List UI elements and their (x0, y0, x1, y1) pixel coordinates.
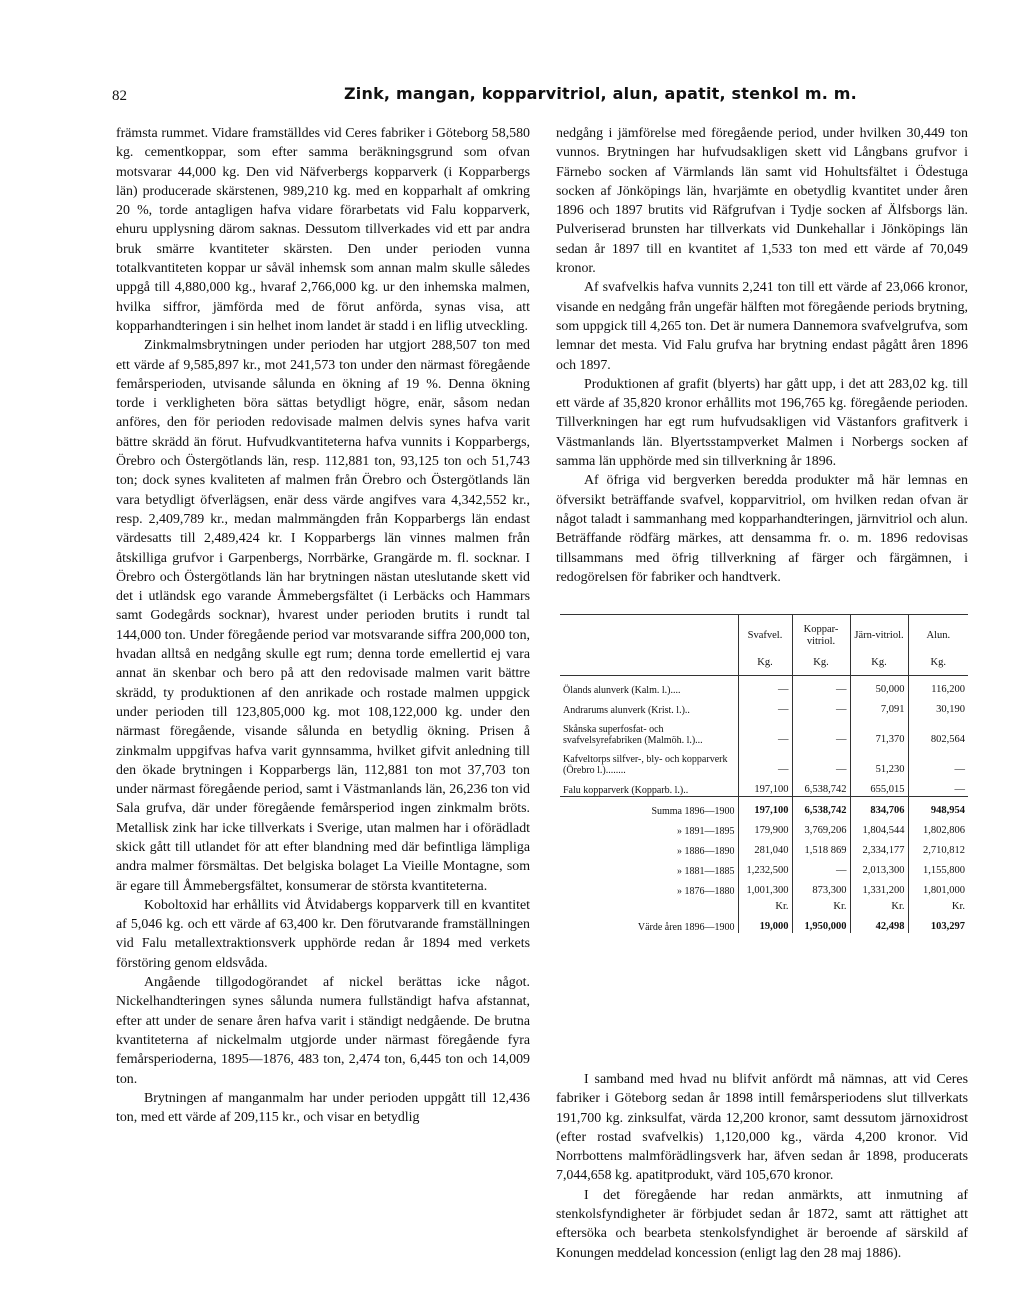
table-cell: 802,564 (908, 716, 968, 746)
table-cell: 1,802,806 (908, 817, 968, 837)
row-label: Summa 1896—1900 (560, 797, 738, 818)
table-cell: 655,015 (850, 776, 908, 797)
row-label: Skånska superfosfat- och svafvelsyrefabriken (Malmöh. l.)... (563, 724, 703, 746)
table-cell: 51,230 (850, 746, 908, 776)
table-row (560, 776, 968, 797)
table-cell: — (738, 676, 792, 697)
table-cell: — (908, 746, 968, 776)
table-cell: 30,190 (908, 696, 968, 716)
row-label: » 1876—1880 (677, 886, 735, 897)
table-cell: — (738, 696, 792, 716)
total-value: 197,100 (754, 805, 789, 816)
table-row (560, 696, 968, 716)
production-table (560, 614, 968, 933)
table-cell: — (738, 716, 792, 746)
paragraph: Af svafvelkis hafva vunnits 2,241 ton till ett värde af 23,066 kronor, visande en nedgång från ungefär hälften mot föregående periods brytning, som uppgick till 4,265 ton. Det är numera Dannemora svafvelgrufva, som lemnar det mesta. Vid Falu grufva har brytning endast pågått åren 1896 och 1897. (556, 280, 968, 373)
value-unit-row (560, 897, 968, 913)
paragraph: Produktionen af grafit (blyerts) har gått upp, i det att 283,02 kg. till ett värde af 35,820 kronor erhållits mot 196,765 kg. föregående perioden. Tillverkningen har egt rum hufvudsakligen vid Västanfors grafitverk i Västmanlands län. Blyertsstampverket Malmen i Norbergs socken af samma län upphörde med sin tillverkning år 1896. (556, 376, 968, 470)
value-total: 103,297 (930, 921, 965, 932)
row-label: Kafveltorps silfver-, bly- och kopparverk (Örebro l.)........ (563, 754, 728, 776)
table-corner (560, 615, 738, 657)
column-header: Alun. (908, 615, 968, 657)
paragraph: nedgång i jämförelse med föregående period, under hvilken 30,449 ton vunnos. Brytningen har hufvudsakligen skett vid Långbans grufvor i Färnebo socken af Värmlands län samt vid Hohultsfältet i Ödestuga socken af Jönköpings län, hvarjämte en obetydlig kvantitet under åren 1896 och 1897 brutits vid Räfgrufvan i Tydje socken af Älfsborgs län. Pulveriserad brunsten har tillverkats vid Dunkehallar i Jönköpings län sedan år 1897 till en kvantitet af 1,533 ton med ett värde af 70,049 kronor. (556, 126, 968, 277)
unit-header: Kg. (792, 657, 850, 676)
value-total: 42,498 (875, 921, 905, 932)
paragraph: Angående tillgodogörandet af nickel berättas icke något. Nickelhandteringen synes sålunda numera fullständigt hafva afstannat, efter att under de senare åren hafva varit i ständigt nedgående. De brutna kvantiteterna af nickelmalm utgjorde under närmast föregående fyra femårsperioderna, 1895—1876, 483 ton, 2,474 ton, 6,445 ton och 14,009 ton. (116, 975, 530, 1087)
table-cell: 50,000 (850, 676, 908, 697)
paragraph: Koboltoxid har erhållits vid Åtvidabergs kopparverk till en kvantitet af 5,046 kg. och ett värde af 63,400 kr. Den förutvarande framställningen vid Falu metallextraktionsverk upphörde redan år 1894 med verkets förstöring genom eldsvåda. (116, 897, 530, 971)
paragraph: Zinkmalmsbrytningen under perioden har utgjort 288,507 ton med ett värde af 9,585,897 kr., mot 241,573 ton under den närmast föregående femårsperioden, utvisande sålunda en ökning af 19 %. Denna ökning torde i verkligheten böra sättas betydligt högre, enär, såsom nedan anföres, den för perioden redovisade malmen delvis synes hafva varit bättre skrädd än förut. Hufvudkvantiteterna hafva vunnits i Kopparbergs, Örebro och Östergötlands län, resp. 112,881 ton, 93,125 ton och 51,743 ton; dock synes kvaliteten af malmen från Örebro och Östergötlands län vara betydligt öfverlägsen, enär dess värde angifves vara 4,342,552 kr., resp. 2,409,789 kr., medan malmmängden från Kopparbergs län endast värdesatts till 2,489,424 kr. I Kopparbergs län vinnes malmen från åtskilliga grufvor i Garpenbergs, Norrbärke, Grangärde m. fl. socknar. I Örebro och Östergötlands län har brytningen nästan uteslutande skett vid det i utländsk ego varande Åmmebergsfältet (i Lerbäcks och Hammars samt Godegårds socknar), hvarest under perioden brutits i rundt tal 144,000 ton. Under föregående period var motsvarande siffra 200,000 ton, hvadan alltså en nedgång skulle egt rum; denna torde emellertid ej vara annat än skenbar och bero på att den redovisade malmen varit bättre skrädd, ty produktionen af den anrikade och rostade malmen uppgick under perioden till 123,805,000 kg. mot 108,122,000 kg. under den närmast föregående, visande sålunda en betydlig ökning. Prisen å zinkmalm uppgifvas hafva varit gynnsamma, hvilket gifvit anledning till den ökade brytningen i Kopparbergs län, 112,881 ton mot 37,703 ton under närmast föregående period, samt i Västmanlands län, 26,236 ton vid Sala grufva, där under föregående femårsperiod ingen zinkmalm bröts. Metallisk zink har icke tillverkats i Sverige, utan malmen har i oförädladt skick gått till utlandet för att efter blandning med där befintliga lämpliga andra malmer försmältas. Det belgiska bolaget La Vieille Montagne, som är egare till Åmmebergsfältet, konsumerar de största kvantiteterna. (116, 338, 530, 894)
paragraph: I samband med hvad nu blifvit anfördt må nämnas, att vid Ceres fabriker i Göteborg sedan år 1898 intill femårsperiodens slut tillverkats 191,700 kg. zinksulfat, värda 12,200 kronor, samt dessutom järnoxidrost (efter rostad svafvelkis) 1,120,000 kg., värda 4,200 kronor. Vid Norrbottens malmförädlingsverk har, äfven sedan år 1898, producerats 7,044,658 kg. apatitprodukt, värd 105,670 kronor. (556, 1072, 968, 1184)
value-total: 1,950,000 (804, 921, 847, 932)
unit-header: Kg. (738, 657, 792, 676)
total-row (560, 877, 968, 897)
total-value: 6,538,742 (804, 805, 847, 816)
unit-cell: Kr. (908, 897, 968, 913)
value-total: 19,000 (759, 921, 789, 932)
table-cell: 1,518 869 (792, 837, 850, 857)
unit-cell: Kr. (850, 897, 908, 913)
table-cell: — (792, 696, 850, 716)
row-label: Värde åren 1896—1900 (637, 922, 735, 933)
table-row (560, 676, 968, 697)
total-row (560, 857, 968, 877)
table-cell (738, 913, 792, 933)
row-label: » 1891—1895 (677, 826, 735, 837)
table-cell: 1,001,300 (738, 877, 792, 897)
table-cell: 873,300 (792, 877, 850, 897)
unit-cell: Kr. (738, 897, 792, 913)
total-row (560, 837, 968, 857)
paragraph: Brytningen af manganmalm har under perioden uppgått till 12,436 ton, med ett värde af 209,115 kr., och visar en betydlig (116, 1090, 530, 1126)
table-cell: 281,040 (738, 837, 792, 857)
unit-header: Kg. (908, 657, 968, 676)
total-value: 948,954 (930, 805, 965, 816)
right-column-lower (556, 1070, 968, 1263)
table-cell: 1,804,544 (850, 817, 908, 837)
table-cell: — (908, 776, 968, 797)
paragraph: främsta rummet. Vidare framställdes vid Ceres fabriker i Göteborg 58,580 kg. cementkoppar, som efter samma beräkningsgrund som ofvan motsvarar 44,000 kg. Den vid Näfverbergs kopparverk (i Kopparbergs län) producerade skärstenen, 989,210 kg. med en kopparhalt af omkring 20 %, torde antagligen hafva vidare förarbetats vid Falu kopparverk, ehuru upplysning därom saknas. Dessutom tillverkades vid ett par andra bruk smärre kvantiteter skärsten. Den under perioden vunna totalkvantiteten koppar ur såväl inhemsk som annan malm skulle således uppgå till 4,880,000 kg., hvaraf 2,766,000 kg. ur den inhemska malmen, hvilka siffror, jämförda med de förut anförda, synas visa, att kopparhandteringen i sin helhet inom landet är stadd i en liflig utveckling. (116, 126, 530, 334)
table-cell (850, 913, 908, 933)
unit-header: Kg. (850, 657, 908, 676)
row-label: » 1886—1890 (677, 846, 735, 857)
table-cell: — (792, 676, 850, 697)
paragraph: I det föregående har redan anmärkts, att inmutning af stenkolsfyndigheter är förbjudet sedan år 1872, samt att rättighet att eftersöka och bearbeta stenkolsfyndighet är beroende af särskild af Konungen meddelad koncession (enligt lag den 28 maj 1886). (556, 1187, 968, 1261)
table-cell (908, 913, 968, 933)
table-cell: 1,232,500 (738, 857, 792, 877)
table-cell (908, 797, 968, 818)
row-label: Ölands alunverk (Kalm. l.).... (560, 676, 738, 697)
table-cell: 1,155,800 (908, 857, 968, 877)
table-cell: 197,100 (738, 776, 792, 797)
total-row (560, 817, 968, 837)
table-row (560, 746, 968, 776)
row-label: » 1881—1885 (677, 866, 735, 877)
table-cell: 6,538,742 (792, 776, 850, 797)
table-cell: 3,769,206 (792, 817, 850, 837)
total-row (560, 797, 968, 818)
unit-cell: Kr. (792, 897, 850, 913)
table-cell: 71,370 (850, 716, 908, 746)
row-label: Andrarums alunverk (Krist. l.).. (563, 705, 690, 716)
table-cell: 179,900 (738, 817, 792, 837)
total-value: 834,706 (870, 805, 905, 816)
table-cell: 2,710,812 (908, 837, 968, 857)
page-number: 82 (112, 88, 127, 104)
table-cell: — (792, 716, 850, 746)
table-cell (792, 797, 850, 818)
running-head: Zink, mangan, kopparvitriol, alun, apatit, stenkol m. m. (344, 84, 857, 103)
left-column (116, 124, 530, 1127)
table-cell: 2,013,300 (850, 857, 908, 877)
table-row (560, 716, 968, 746)
column-header: Järn-vitriol. (850, 615, 908, 657)
table-cell: 2,334,177 (850, 837, 908, 857)
paragraph: Af öfriga vid bergverken beredda produkter må här lemnas en öfversikt beträffande svafvel, kopparvitriol, om hvilken redan ofvan är något taladt i sammanhang med kopparhandteringen, järnvitriol och alun. Beträffande rödfärg märkes, att densamma fr. o. m. 1896 redovisas tillsammans med öfrig tillverkning af färger och färgämnen, i redogörelsen för fabriker och handtverk. (556, 473, 968, 585)
table-cell: — (792, 746, 850, 776)
table-cell: 1,331,200 (850, 877, 908, 897)
table-cell: 116,200 (908, 676, 968, 697)
table-cell: 7,091 (850, 696, 908, 716)
table-cell (850, 797, 908, 818)
table-cell: 1,801,000 (908, 877, 968, 897)
table-cell: — (792, 857, 850, 877)
column-header: Svafvel. (738, 615, 792, 657)
column-header: Koppar-vitriol. (792, 615, 850, 657)
table-cell (792, 913, 850, 933)
table-cell: — (738, 746, 792, 776)
row-label: Falu kopparverk (Kopparb. l.).. (563, 785, 689, 796)
table-cell (738, 797, 792, 818)
value-row (560, 913, 968, 933)
